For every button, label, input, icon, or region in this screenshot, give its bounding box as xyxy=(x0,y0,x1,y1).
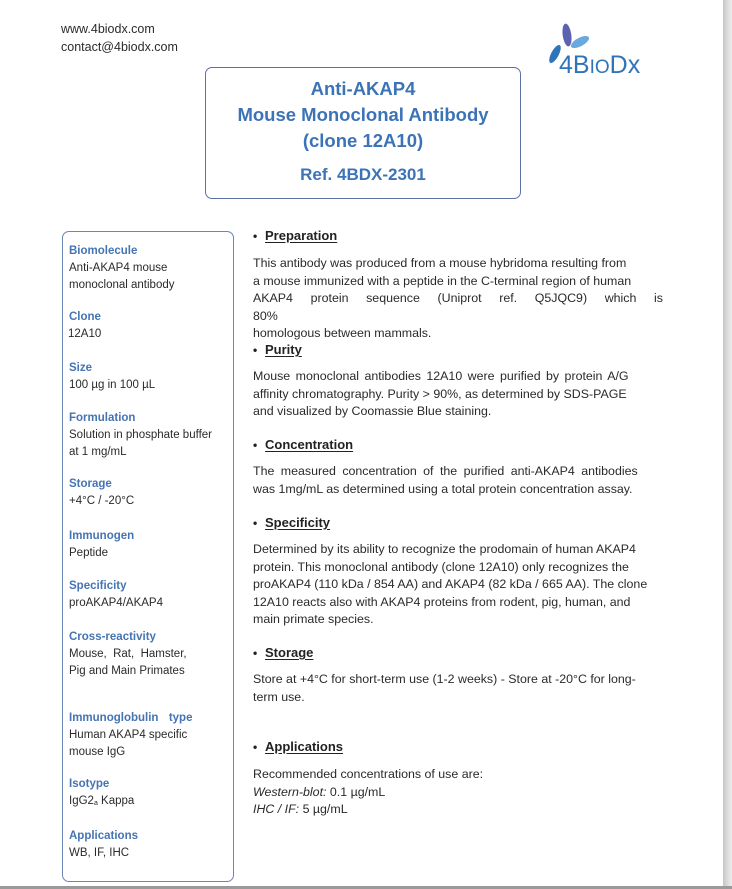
section-title: Preparation xyxy=(265,228,338,243)
section-heading-purity xyxy=(253,341,302,359)
product-reference: Ref. 4BDX-2301 xyxy=(300,165,426,184)
section-title: Specificity xyxy=(265,515,331,530)
spec-value: 100 µg in 100 µL xyxy=(69,379,156,391)
application-western-blot xyxy=(253,784,663,802)
spec-value: Human AKAP4 specific xyxy=(69,729,188,741)
section-body-applications xyxy=(253,766,663,819)
spec-label: Cross-reactivity xyxy=(69,631,156,643)
section-heading-storage xyxy=(253,644,313,662)
text-line: 12A10 reacts also with AKAP4 proteins from rodent, pig, human, and xyxy=(253,594,631,609)
application-ihc-if xyxy=(253,801,663,819)
text-line: a mouse immunized with a peptide in the C-terminal region of human xyxy=(253,273,632,288)
product-title-line3: (clone 12A10) xyxy=(302,130,424,151)
text-line: main primate species. xyxy=(253,612,374,626)
bullet-icon: • xyxy=(253,516,258,530)
application-value: 5 µg/mL xyxy=(299,802,348,816)
application-method: IHC / IF: xyxy=(253,802,300,816)
text-line: protein. This monoclonal antibody (clone 12A10) only recognizes the xyxy=(253,559,629,574)
spec-label: Clone xyxy=(69,311,101,323)
section-body-specificity xyxy=(253,541,663,629)
spec-cross-reactivity xyxy=(69,629,234,679)
email-link[interactable]: contact@4biodx.com xyxy=(61,40,178,54)
spec-clone xyxy=(69,309,234,343)
text-line: AKAP4 protein sequence (Uniprot ref. Q5JQC9) which is 80% xyxy=(253,291,663,323)
section-body-preparation xyxy=(253,255,663,343)
spec-value: +4°C / -20°C xyxy=(69,495,135,507)
text-line: term use. xyxy=(253,689,305,704)
section-heading-preparation xyxy=(253,227,337,245)
spec-value: Peptide xyxy=(69,547,109,559)
section-title: Concentration xyxy=(265,437,354,452)
section-body-purity xyxy=(253,368,663,421)
spec-label: Specificity xyxy=(69,580,127,592)
spec-value: WB, IF, IHC xyxy=(69,847,130,859)
spec-value: 12A10 xyxy=(68,328,102,340)
product-title-line1: Anti-AKAP4 xyxy=(310,78,416,99)
bullet-icon: • xyxy=(253,229,258,243)
website-link[interactable]: www.4biodx.com xyxy=(61,22,155,36)
spec-value: Solution in phosphate buffer xyxy=(69,429,213,441)
spec-size xyxy=(69,360,234,394)
text-line: This antibody was produced from a mouse hybridoma resulting from xyxy=(253,256,627,270)
section-body-concentration xyxy=(253,463,663,498)
application-value: 0.1 µg/mL xyxy=(326,784,386,799)
isotype-main: IgG2 xyxy=(69,795,94,807)
bullet-icon: • xyxy=(253,343,258,357)
spec-label: Biomolecule xyxy=(69,245,138,257)
spec-value: monoclonal antibody xyxy=(69,278,175,291)
isotype-subscript: a xyxy=(93,800,98,807)
bullet-icon: • xyxy=(253,646,258,660)
spec-label: Size xyxy=(69,362,93,374)
spec-value: proAKAP4/AKAP4 xyxy=(69,597,163,609)
text-line: Determined by its ability to recognize the prodomain of human AKAP4 xyxy=(253,542,636,556)
spec-value: Mouse, Rat, Hamster, xyxy=(69,648,187,660)
product-title-line2: Mouse Monoclonal Antibody xyxy=(237,104,489,125)
logo-text-small: IO xyxy=(589,57,610,78)
spec-label: Storage xyxy=(69,478,112,490)
bullet-icon: • xyxy=(253,740,258,754)
section-heading-applications xyxy=(253,738,343,756)
text-line: The measured concentration of the purified anti-AKAP4 antibodies xyxy=(253,464,638,478)
section-body-storage xyxy=(253,671,663,706)
spec-label: Isotype xyxy=(69,778,110,790)
text-line: affinity chromatography. Purity > 90%, as determined by SDS-PAGE xyxy=(253,386,627,401)
logo-petal-right xyxy=(569,34,591,51)
text-line: Recommended concentrations of use are: xyxy=(253,767,484,781)
text-line: and visualized by Coomassie Blue staining. xyxy=(253,404,492,418)
spec-label: Immunoglobulin type xyxy=(69,712,193,724)
spec-isotype xyxy=(69,776,234,813)
section-title: Applications xyxy=(265,739,344,754)
spec-immunogen xyxy=(69,528,234,562)
text-line: Store at +4°C for short-term use (1-2 weeks) - Store at -20°C for long- xyxy=(253,672,636,686)
spec-label: Applications xyxy=(69,830,139,842)
text-line: was 1mg/mL as determined using a total protein concentration assay. xyxy=(253,481,633,496)
contact-info xyxy=(61,20,178,56)
product-title-box xyxy=(205,67,521,199)
spec-value: mouse IgG xyxy=(69,745,126,758)
spec-value: Pig and Main Primates xyxy=(69,664,185,677)
company-logo xyxy=(545,20,675,82)
product-specs-sidebar xyxy=(62,231,234,882)
spec-biomolecule xyxy=(69,243,234,293)
spec-value: Anti-AKAP4 mouse xyxy=(69,262,168,274)
logo-wordmark xyxy=(559,51,640,82)
spec-label: Immunogen xyxy=(69,530,135,542)
logo-text-suffix: Dx xyxy=(609,51,641,79)
spec-label: Formulation xyxy=(69,412,136,424)
spec-applications xyxy=(69,828,234,862)
spec-value xyxy=(69,793,234,813)
bullet-icon: • xyxy=(253,438,258,452)
logo-text-prefix: 4B xyxy=(559,51,590,79)
text-line: proAKAP4 (110 kDa / 854 AA) and AKAP4 (82 kDa / 665 AA). The clone xyxy=(253,577,648,591)
section-title: Storage xyxy=(265,645,314,660)
section-heading-specificity xyxy=(253,514,330,532)
logo-petal-top xyxy=(561,23,573,47)
text-line: homologous between mammals. xyxy=(253,326,432,340)
viewer-scrollbar-gutter[interactable] xyxy=(723,0,732,889)
application-method: Western-blot: xyxy=(253,784,327,799)
spec-storage xyxy=(69,476,234,510)
spec-value: at 1 mg/mL xyxy=(69,445,127,458)
spec-immunoglobulin-type xyxy=(69,710,234,760)
spec-specificity xyxy=(69,578,234,612)
text-line: Mouse monoclonal antibodies 12A10 were purified by protein A/G xyxy=(253,369,629,383)
section-title: Purity xyxy=(265,342,302,357)
isotype-rest: Kappa xyxy=(97,795,135,807)
spec-formulation xyxy=(69,410,234,460)
section-heading-concentration xyxy=(253,436,353,454)
